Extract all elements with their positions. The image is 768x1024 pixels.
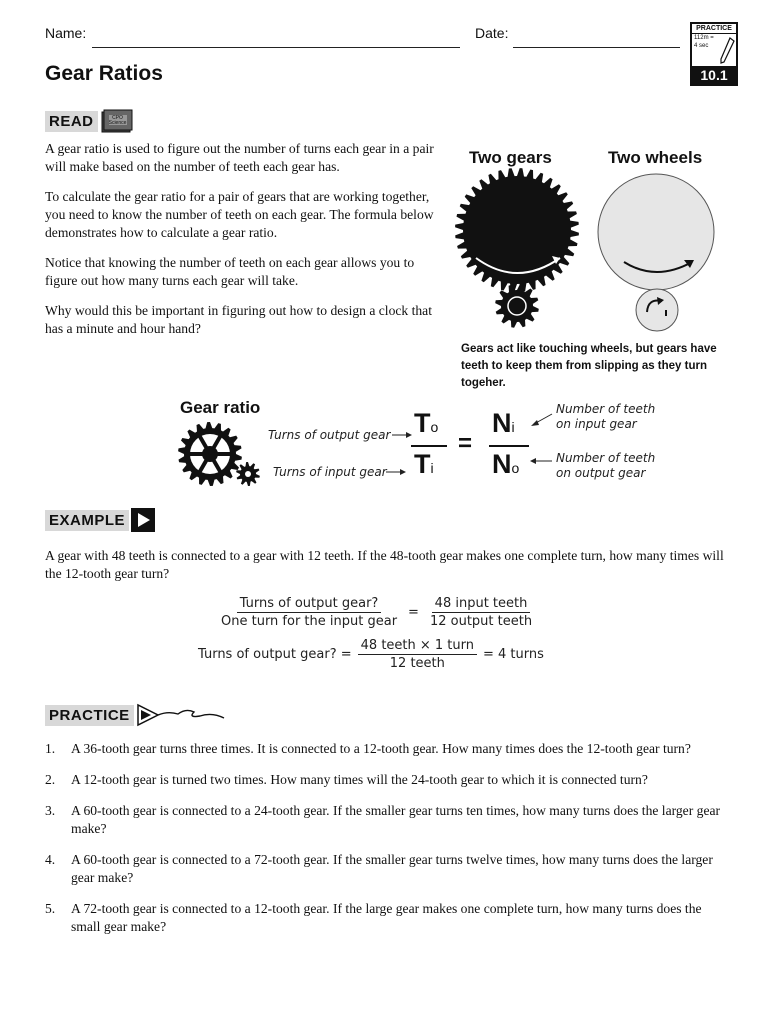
figure-caption: Gears act like touching wheels, but gears have teeth to keep them from slipping as they turn togeher. [461,343,717,389]
item-number: 4. [45,852,56,867]
play-arrow-icon [131,508,155,532]
list-item [45,851,725,887]
list-item [45,740,725,758]
item-text: A 60-tooth gear is connected to a 24-tooth gear. If the smaller gear turns ten times, how many turns does the larger gear make? [71,803,721,836]
badge-number: 10.1 [692,66,736,84]
n-input [492,408,515,439]
two-gears-illustration [452,166,582,336]
item-text: A 12-tooth gear is turned two times. How many times will the 24-tooth gear to which it is connected turn? [71,772,648,787]
formula-title: Gear ratio [180,398,261,417]
pencil-scribble-icon [136,702,228,728]
list-item [45,771,725,789]
arrow-right-icon [386,467,408,477]
equals-sign: = [458,430,473,457]
item-text: A 72-tooth gear is connected to a 12-tooth gear. If the large gear makes one complete turn, how many turns does the small gear make? [71,901,702,934]
practice-badge [690,22,738,86]
small-gear-icon [495,284,539,328]
item-text: A 60-tooth gear is connected to a 72-tooth gear. If the smaller gear turns twelve times, how many turns does the larger gear make? [71,852,713,885]
n-letter: N [492,449,512,479]
sub-i: i [430,460,434,476]
teeth-input-line1: Number of teeth [556,402,656,416]
sub-o: o [511,460,520,476]
eq1-right-numerator: 48 input teeth [432,596,531,613]
example-tag: EXAMPLE [45,510,129,531]
page-title: Gear Ratios [45,62,163,85]
list-item [45,900,725,936]
sub-i: i [511,419,515,435]
label-two-wheels: Two wheels [608,148,703,167]
read-paragraph-3: Notice that knowing the number of teeth on each gear allows you to figure out how many turns each gear will take. [45,255,415,288]
eq1-left-numerator: Turns of output gear? [237,596,382,613]
fraction-bar-right [489,445,529,447]
book-icon [100,108,134,134]
badge-sub1: 112m = [694,35,714,41]
label-two-gears: Two gears [469,148,552,167]
arrow-left-icon [528,412,554,428]
book-label: CPO Science [108,115,127,126]
example-equation-2 [198,638,544,671]
example-text: A gear with 48 teeth is connected to a gear with 12 teeth. If the 48-tooth gear makes one complete turn, how many times will the 12-tooth gear turn? [45,548,724,581]
arrow-right-icon [392,430,414,440]
n-letter: N [492,408,512,438]
example-heading [45,508,155,532]
read-text [45,140,445,338]
example-equation-1 [218,596,535,629]
eq1-right-fraction [427,596,535,629]
t-input [414,449,434,480]
badge-sub2: 4 sec [694,43,709,49]
n-output [492,449,519,480]
item-number: 2. [45,772,56,787]
read-paragraph-1: A gear ratio is used to figure out the number of turns each gear in a pair will make based on the number of teeth each gear has. [45,141,434,174]
gear-ratio-icon [176,418,262,490]
date-label: Date: [475,25,509,41]
teeth-input-label [556,402,655,432]
teeth-output-line2: on output gear [556,466,646,480]
name-field[interactable] [92,47,460,48]
t-letter: T [414,449,431,479]
eq2-denominator: 12 teeth [389,656,445,671]
sub-o: o [430,419,439,435]
badge-top-text: PRACTICE [692,24,736,34]
teeth-input-line2: on input gear [556,417,637,431]
t-output [414,408,438,439]
arrow-left-icon [528,455,554,467]
practice-heading [45,702,228,728]
small-wheel-icon [636,289,678,331]
practice-list [45,740,725,949]
read-paragraph-4: Why would this be important in figuring out how to design a clock that has a minute and hour hand? [45,303,432,336]
teeth-output-label [556,451,655,481]
turns-input-label: Turns of input gear [273,465,387,479]
t-letter: T [414,408,431,438]
item-number: 1. [45,741,56,756]
item-number: 3. [45,803,56,818]
eq1-equals: = [408,605,419,620]
fraction-bar-left [411,445,447,447]
list-item [45,802,725,838]
teeth-output-line1: Number of teeth [556,451,656,465]
read-heading [45,108,134,134]
date-field[interactable] [513,47,680,48]
eq2-result: = 4 turns [483,647,544,662]
name-label: Name: [45,25,87,41]
turns-output-label: Turns of output gear [268,428,391,442]
pencil-icon [718,36,736,66]
eq2-left: Turns of output gear? = [198,647,352,662]
eq1-left-fraction [218,596,400,629]
practice-tag: PRACTICE [45,705,134,726]
read-tag: READ [45,111,98,132]
eq2-numerator: 48 teeth × 1 turn [358,638,477,655]
eq2-fraction [358,638,477,671]
eq1-right-denominator: 12 output teeth [429,614,533,629]
eq1-left-denominator: One turn for the input gear [221,614,398,629]
two-wheels-illustration [594,170,722,332]
read-paragraph-2: To calculate the gear ratio for a pair of gears that are working together, you need to know the number of teeth on each gear. The formula below demonstrates how to calculate a gear ratio. [45,189,434,240]
item-number: 5. [45,901,56,916]
item-text: A 36-tooth gear turns three times. It is connected to a 12-tooth gear. How many times does the 12-tooth gear turn? [71,741,691,756]
